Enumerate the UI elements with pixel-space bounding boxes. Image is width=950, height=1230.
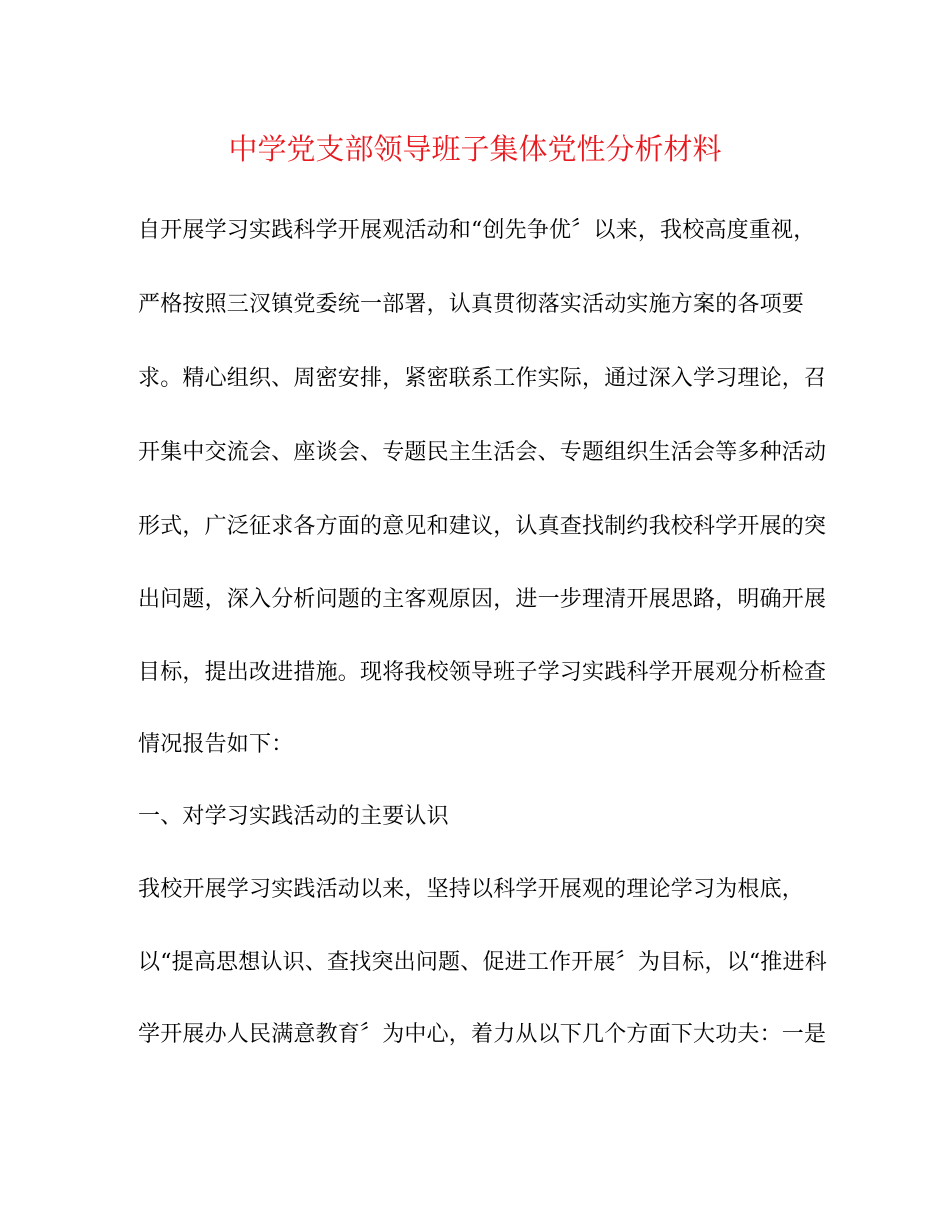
section-heading: 一、对学习实践活动的主要认识: [138, 804, 449, 829]
body-line: 以“提高思想认识、查找突出问题、促进工作开展〞为目标，以“推进科: [138, 950, 827, 975]
body-line: 自开展学习实践科学开展观活动和“创先争优〞以来，我校高度重视，: [138, 218, 816, 243]
body-line: 求。精心组织、周密安排，紧密联系工作实际，通过深入学习理论，召: [138, 366, 827, 391]
body-line: 开集中交流会、座谈会、专题民主生活会、专题组织生活会等多种活动: [138, 440, 827, 465]
body-line: 出问题，深入分析问题的主客观原因，进一步理清开展思路，明确开展: [138, 587, 827, 612]
body-line: 严格按照三汊镇党委统一部署，认真贯彻落实活动实施方案的各项要: [138, 292, 805, 317]
body-line: 我校开展学习实践活动以来，坚持以科学开展观的理论学习为根底，: [138, 877, 805, 902]
body-line: 情况报告如下：: [138, 732, 294, 757]
body-line: 形式，广泛征求各方面的意见和建议，认真查找制约我校科学开展的突: [138, 514, 827, 539]
document-title: 中学党支部领导班子集体党性分析材料: [228, 132, 722, 166]
body-line: 学开展办人民满意教育〞为中心，着力从以下几个方面下大功夫：一是: [138, 1022, 827, 1047]
body-line: 目标，提出改进措施。现将我校领导班子学习实践科学开展观分析检查: [138, 660, 827, 685]
